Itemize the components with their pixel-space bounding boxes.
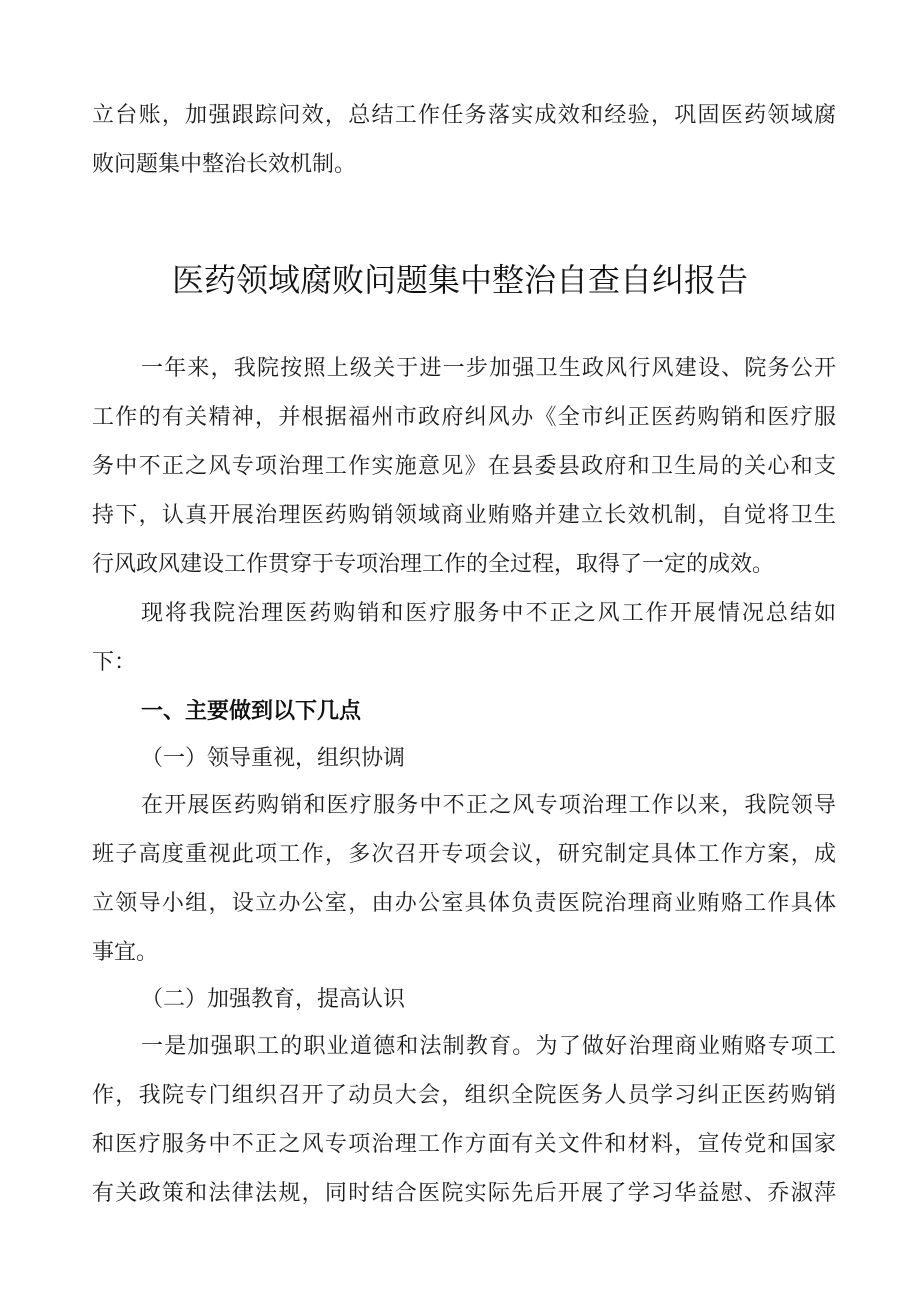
intro-line-5: 行风政风建设工作贯穿于专项治理工作的全过程，取得了一定的成效。 [92, 552, 775, 577]
subsection-1-line-2: 班子高度重视此项工作，多次召开专项会议，研究制定具体工作方案，成 [92, 842, 836, 867]
carryover-line-2: 败问题集中整治长效机制。 [92, 152, 357, 177]
subsection-2-heading: （二）加强教育，提高认识 [141, 987, 406, 1012]
summary-line-1: 现将我院治理医药购销和医疗服务中不正之风工作开展情况总结如 [141, 601, 836, 626]
subsection-1-line-3: 立领导小组，设立办公室，由办公室具体负责医院治理商业贿赂工作具体 [92, 891, 836, 916]
carryover-line-1: 立台账，加强跟踪问效，总结工作任务落实成效和经验，巩固医药领域腐 [92, 103, 836, 128]
document-title: 医药领域腐败问题集中整治自查自纠报告 [171, 261, 748, 299]
intro-line-4: 持下，认真开展治理医药购销领域商业贿赂并建立长效机制，自觉将卫生 [92, 503, 836, 528]
intro-line-3: 务中不正之风专项治理工作实施意见》在县委县政府和卫生局的关心和支 [92, 454, 836, 479]
summary-line-2: 下： [92, 650, 137, 675]
subsection-2-line-4: 有关政策和法律法规，同时结合医院实际先后开展了学习华益慰、乔淑萍 [92, 1181, 836, 1206]
intro-line-1: 一年来，我院按照上级关于进一步加强卫生政风行风建设、院务公开 [141, 356, 836, 381]
subsection-1-line-1: 在开展医药购销和医疗服务中不正之风专项治理工作以来，我院领导 [141, 793, 836, 818]
subsection-1-line-4: 事宜。 [92, 940, 159, 965]
intro-line-2: 工作的有关精神，并根据福州市政府纠风办《全市纠正医药购销和医疗服 [92, 405, 836, 430]
subsection-2-line-3: 和医疗服务中不正之风专项治理工作方面有关文件和材料，宣传党和国家 [92, 1132, 836, 1157]
subsection-1-heading: （一）领导重视，组织协调 [141, 746, 406, 771]
section-1-heading: 一、主要做到以下几点 [141, 699, 362, 724]
subsection-2-line-2: 作，我院专门组织召开了动员大会，组织全院医务人员学习纠正医药购销 [92, 1083, 836, 1108]
subsection-2-line-1: 一是加强职工的职业道德和法制教育。为了做好治理商业贿赂专项工 [141, 1034, 836, 1059]
